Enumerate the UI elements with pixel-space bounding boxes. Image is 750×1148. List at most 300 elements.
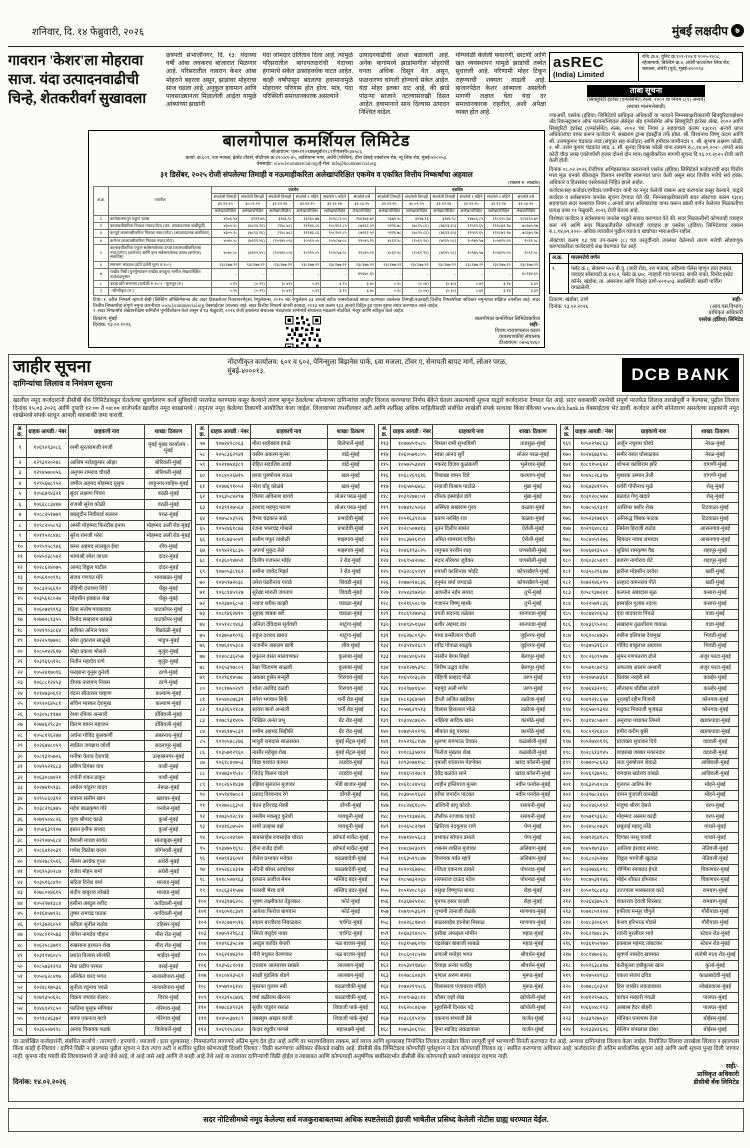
audit-header-8: अलेखापरिक्षित	[403, 208, 430, 215]
borrower-branch: ठाणे-मुंबई	[145, 667, 192, 678]
masthead-title: मुंबई लक्षदीप	[672, 24, 728, 38]
borrower-name: सरफराज दाऊद पटेल	[433, 875, 510, 886]
table-row	[14, 625, 192, 636]
borrower-id: १०७१५०४८२६	[26, 814, 68, 825]
borrower-id: १०७६२०५३८४	[209, 641, 251, 652]
borrower-sr: ८५	[196, 737, 209, 748]
borrower-name: राजेश मोहन शर्मा	[68, 867, 145, 878]
borrower-id: १०९३७२६०५१	[26, 919, 68, 930]
borrower-sr: ४२	[14, 877, 27, 888]
table-row	[14, 793, 192, 804]
table-row	[14, 751, 192, 762]
borrower-sr: २५	[14, 699, 27, 710]
borrower-branch: पालघर-मुंबई	[692, 1003, 739, 1014]
borrower-branch: रे रोड-मुंबई	[327, 556, 374, 567]
borrower-branch: कर्जत-मुंबई	[509, 1024, 556, 1035]
unit-note: (रक्कम रु. लाखांत)	[508, 179, 540, 185]
borrower-sr: ८९	[196, 779, 209, 790]
borrower-sr: १७	[14, 615, 27, 626]
borrower-name: मंगेश भगवान शिर्के	[251, 694, 328, 705]
article-column-2: यंदा जोमदार उलिताव दिला आहे. त्यामुळे परिसरातील बागायतदारांची यंदाच्या हंगामाचे संकेत उत्साहवर्धक वाटत आहेत. काही वर्षांपासून बदलत्या हवामानामुळे मोहरावर परिणाम होत होता. मात्र, यंदा परिस्थिती समाधानकारक असल्याने	[262, 52, 353, 100]
borrower-sr: १७०	[560, 450, 573, 461]
table-row	[560, 918, 738, 929]
row-value-7: ९३८१७७.२२	[375, 261, 402, 268]
row-sr: २	[94, 223, 109, 230]
borrower-branch: कळवा-मुंबई	[509, 513, 556, 524]
borrower-branch: वरप-मुंबई	[692, 801, 739, 812]
sign-designation: व्यवस्थापकीय संचालक	[499, 335, 540, 341]
borrower-sr: ७४	[196, 620, 209, 631]
borrower-name: उमेश पंढरीनाथ गावडे	[251, 577, 328, 588]
borrower-id: १०७५८०३९२६	[209, 513, 251, 524]
borrower-branch: पायधुनी-मुंबई	[327, 822, 374, 833]
borrower-id: १०७४६२९८३०	[26, 720, 68, 731]
borrower-branch: खोपोली-मुंबई	[509, 992, 556, 1003]
borrower-name: प्रताप नरसिंह राव	[433, 513, 510, 524]
table-row	[560, 567, 738, 578]
dcb-col-header-3: ग्राहकाचे नाव	[251, 425, 328, 439]
row-value-5: ३.९५	[321, 288, 348, 295]
borrower-name: आलिया इरशाद सय्यद	[615, 843, 692, 854]
borrower-sr: १२०	[378, 513, 391, 524]
table-row	[14, 688, 192, 699]
borrower-table-group-2	[195, 424, 374, 1036]
borrower-sr: २०१	[560, 779, 573, 790]
borrower-branch: कल्याण-मुंबई	[145, 699, 192, 710]
row-value-3: –	[266, 269, 293, 281]
table-row	[14, 804, 192, 815]
row-value-2: (७८९३.२६)	[239, 223, 266, 230]
borrower-sr: १९१	[560, 673, 573, 684]
borrower-branch: पालघर-मुंबई	[692, 992, 739, 1003]
borrower-id: १०८५०४२६१७	[26, 646, 68, 657]
borrower-id: १०८१३९५७०६	[26, 751, 68, 762]
table-row	[196, 928, 374, 939]
borrower-id: १०९०५४८२७६	[209, 737, 251, 748]
borrower-name: विमला रामी सुभाषिणी	[433, 439, 510, 450]
borrower-branch: अंजुर फाटा-मुंबई	[692, 662, 739, 673]
borrower-name: रंजना भालचंद्र गोखले	[251, 524, 328, 535]
borrower-branch: नळ बाजार-मुंबई	[327, 939, 374, 950]
table-row	[196, 811, 374, 822]
borrower-name: विनायक पर्वत म्हात्रे	[433, 854, 510, 865]
borrower-sr: १७५	[560, 503, 573, 514]
borrower-id: १०३९१२७५६४	[209, 503, 251, 514]
borrower-name: कल्पना अंबादास सूळ	[615, 588, 692, 599]
borrower-id: १०६३५१९८४७	[391, 854, 433, 865]
borrower-branch: आंबिवली-मुंबई	[692, 769, 739, 780]
borrower-branch: पायधुनी-मुंबई	[327, 811, 374, 822]
results-note-1: टिपा: १. वरील निष्कर्ष म्हणजे सेबी (लिस्टिंग ऑब्लिगेशन्स अँड अदर डिस्क्लोजर रिक्वायरमेंट्स) रेग्युलेशन्स, २०१५ च्या रेग्युलेशन ३३ अन्वये स्टॉक एक्सचेंजकडे सादर करण्यात आलेल्या तिमाही/नऊमाही वित्तीय निष्कर्षांच्या सविस्तर नमुन्याचा संक्षिप्त तपशील आहे. सदर वित्तीय निष्कर्षांचा संपूर्ण नमुना कंपनीच्या www.bcommercial.org वेबसाईटवर उपलब्ध आहे. सदर वित्तीय निष्कर्ष कंपनी कायदा, २०१३ च्या कलम १३३ अन्वये विहित इंड एएस नुसार तयार करण्यात आले आहेत.	[93, 297, 540, 309]
table-row	[378, 567, 556, 578]
row-value-12: ७८६७५.९७	[512, 230, 539, 237]
table-row	[14, 909, 192, 920]
borrower-id: १०६२१४७३९०	[209, 950, 251, 961]
borrower-sr: १३५	[378, 673, 391, 684]
row-value-10: ०.४१	[457, 281, 484, 288]
row-value-8: (०.०४)	[403, 281, 430, 288]
borrower-id: १०७८५६९३०१	[573, 503, 615, 514]
asrec-logo	[550, 53, 639, 81]
table-row	[196, 513, 374, 524]
row-value-7: ०.१८	[375, 281, 402, 288]
borrower-sr: २२२	[560, 1003, 573, 1014]
borrower-id: १०४९५२१६८३	[26, 762, 68, 773]
row-value-1: ४३०५.९८	[212, 223, 239, 230]
borrower-name: सायरा बानो अन्सारी	[251, 705, 328, 716]
audit-header-10: अलेखापरिक्षित	[457, 208, 484, 215]
table-row	[14, 783, 192, 794]
borrower-branch: नळ बाजार-मुंबई	[327, 950, 374, 961]
borrower-id: १०८७५३१२४६	[573, 875, 615, 886]
row-value-11: ११८९९०.६७	[485, 215, 512, 222]
borrower-name: इस्माईल गुलाब नदाफ	[615, 599, 692, 610]
borrower-name: आयेशा फिरोज बागवान	[251, 907, 328, 918]
borrower-sr: १०	[14, 541, 27, 552]
borrower-branch: बदलापूर-मुंबई	[145, 741, 192, 752]
borrower-id: १०६९५३०२८७	[26, 867, 68, 878]
borrower-id: १०२१६५०८९७	[391, 599, 433, 610]
borrower-sr: १०४	[196, 939, 209, 950]
borrower-name: रफिक इस्माईल डांगे	[433, 492, 510, 503]
borrower-sr: ७१	[196, 588, 209, 599]
borrower-name: अकबर हुसेन मन्सूरी	[251, 673, 328, 684]
borrower-name: हरीश जनार्दन पाटकर	[433, 790, 510, 801]
borrower-id: १०४१२९५७८६	[573, 992, 615, 1003]
table-row	[196, 567, 374, 578]
borrower-branch: कुर्ला-मुंबई	[692, 960, 739, 971]
borrower-sr: १९६	[560, 726, 573, 737]
table-row	[378, 545, 556, 556]
table-row	[560, 524, 738, 535]
row-value-9: ३९७६.९८	[430, 215, 457, 222]
borrower-sr: ९७	[196, 865, 209, 876]
borrower-id: १०५९४१७०८२	[209, 790, 251, 801]
table-row	[196, 716, 374, 727]
borrower-id: १०६९२५८४६०	[209, 1024, 251, 1035]
table-row	[196, 471, 374, 482]
borrower-id: १०३६०९४७५१	[209, 556, 251, 567]
row-value-4: –	[293, 269, 320, 281]
borrower-id: १०३०५८११७४	[26, 709, 68, 720]
borrower-sr: ९	[14, 531, 27, 542]
dcb-col-header-4: शाखा/ ठिकाण	[145, 425, 192, 439]
borrower-name: शर्वरी गोपीनाथ मुळे	[615, 481, 692, 492]
borrower-id: १०७६४३२०१८	[573, 684, 615, 695]
borrower-id: १०७१८५९२०४	[573, 907, 615, 918]
borrower-branch: विलेपार्ले-मुंबई	[327, 439, 374, 450]
borrower-sr: ७८	[196, 662, 209, 673]
row-value-8: (७८९५.८६)	[403, 230, 430, 237]
english-notice-disclaimer: सदर नोटिसीमध्ये नमूद केलेल्या सर्व मजकुराबाबतच्या अधिक स्पष्टतेसाठी इंग्रजी भाषेतील प्रसिध्द केलेली नोटीस ग्राह्य धरण्यात येईल.	[8, 1108, 744, 1132]
borrower-sr: ९३	[196, 822, 209, 833]
borrower-name: रियाझ अन्वर फकीह	[433, 960, 510, 971]
borrower-branch: लोअर परळ-मुंबई	[327, 492, 374, 503]
row-value-9: (०.३०)	[430, 281, 457, 288]
borrower-name: अब्दुल कादिर बेपारी	[251, 939, 328, 950]
dcb-registered-office: नोंदणीकृत कार्यालय: ६०१ व ६०२, पेनिन्सुला बिझनेस पार्क, ६वा मजला, टॉवर ए, सेनापती बापट मार्ग, लोअर परळ, मुंबई-४०००१३.	[227, 358, 507, 376]
table-row	[560, 577, 738, 588]
results-heading: ३१ डिसेंबर, २०२५ रोजी संपलेल्या तिमाही व नऊमाहीकरिता अलेखापरिक्षित एकमेव व एकत्रित वित्तीय निष्कर्षांचा अहवाल	[160, 169, 473, 179]
row-value-4: १३९६०.७७	[293, 215, 320, 222]
row-value-9: –	[430, 269, 457, 281]
borrower-name: नासीर महेबूब शेख	[251, 748, 328, 759]
borrower-sr: ११५	[378, 460, 391, 471]
row-value-9: (७९१५.५८)	[430, 237, 457, 244]
borrower-branch: क्रॉफर्ड मार्केट-मुंबई	[327, 843, 374, 854]
table-row	[94, 288, 540, 295]
row-sr: ४	[94, 237, 109, 244]
results-date: दिनांक: १३.०२.२०२६	[93, 323, 131, 329]
borrower-name: फरझाना युनूस कुरेशी	[68, 667, 145, 678]
borrower-sr: ८०	[196, 684, 209, 695]
borrower-name: मोईन शौकत डोंगरकर	[615, 875, 692, 886]
table-row	[378, 577, 556, 588]
borrower-id: १०२८६२४०७५	[26, 562, 68, 573]
borrower-id: १०६२७८०९३५	[391, 630, 433, 641]
borrower-id: १०४६९३७५१८	[573, 769, 615, 780]
row-value-2: –	[239, 269, 266, 281]
period-header-5: संपलेले ९ महिने	[321, 194, 348, 201]
audit-header-6: लेखापरिक्षित	[348, 208, 375, 215]
table-row	[560, 758, 738, 769]
borrower-branch: लालबाग-मुंबई	[327, 971, 374, 982]
table-row	[14, 856, 192, 867]
company-website: वेबसाईट: www.bcommercial.org/ई-मेल: info@bcommercial.org	[256, 162, 377, 168]
borrower-sr: ४३	[14, 888, 27, 899]
borrower-id: १०६३०८७४२१	[26, 772, 68, 783]
borrower-id: १०२७०८६३५९	[209, 801, 251, 812]
borrower-branch: प्रभादेवी-मुंबई	[327, 524, 374, 535]
asrec-paragraph-3: कर्जदार/सह-कर्जदार/हमीदार/जामीनदार यांनी वर नमूद केलेली रक्कम अदा करण्यास कसूर केल्याने, याद्वारे कर्जदार व सर्वसामान्य जनतेस सूचना देण्यात येते की, निम्नस्वाक्षरीकारांनी सदर ॲक्टच्या कलम १३(४) सहवाचता सदर रुल्सच्या नियम ८ अन्वये प्राप्त अधिकारांचा वापर करून खाली वर्णन केलेल्या मिळकतीचा प्रत्यक्ष ताबा ११ फेब्रुवारी, २०२६ रोजी घेतला आहे.	[549, 188, 743, 214]
borrower-sr: ३५	[14, 804, 27, 815]
table-row	[560, 822, 738, 833]
borrower-id: १०८२६०९५४७	[573, 652, 615, 663]
borrower-id: १०२९६१४५७८	[209, 673, 251, 684]
row-particulars: राखीव निधी (पुनर्मूल्यांकन राखीव वगळून) मागील लेखापरिक्षित ताळेबंदानुसार	[109, 269, 212, 281]
borrower-id: १०२८७४०५१६	[209, 918, 251, 929]
borrower-name: देवेंद्र बळवंत साने	[433, 769, 510, 780]
borrower-name: हीना राजेंद्र दोशी	[251, 843, 328, 854]
borrower-name: नसरीन बेगम मिर्झा	[433, 652, 510, 663]
row-particulars: कालावधीकरिता निव्वळ नफा/(तोटा) (कर, अपवादात्मक बाबींपूर्वी)	[109, 223, 212, 230]
borrower-id: १०२२५७१८३६	[573, 599, 615, 610]
dcb-col-header-1: अ. क्र.	[378, 425, 391, 439]
borrower-branch: खांदा कॉलनी-मुंबई	[509, 758, 556, 769]
borrower-sr: ६९	[196, 567, 209, 578]
dcb-bank-logo: DCB BANK	[622, 358, 739, 392]
borrower-id: १०६९०९३०८६	[26, 439, 68, 457]
borrower-branch: वांगणी-मुंबई	[692, 471, 739, 482]
borrower-id: १०२६४३७५८१	[573, 896, 615, 907]
borrower-branch: तुर्भे-मुंबई	[509, 599, 556, 610]
table-row	[196, 630, 374, 641]
borrower-branch: घणसोली-मुंबई	[509, 545, 556, 556]
row-value-2: (७९१९.५५)	[239, 245, 266, 262]
table-row	[14, 1014, 192, 1025]
row-value-6: ८७९६२.५२	[348, 230, 375, 237]
borrower-branch: माझगाव-मुंबई	[327, 535, 374, 546]
borrower-branch: मुरूड-मुंबई	[509, 971, 556, 982]
borrower-id: १०७४१८५०६२	[391, 503, 433, 514]
asrec-paragraph-5: ॲक्टच्या कलम १३ च्या उप-कलम (८) च्या तरतुदींन्वये उपलब्ध वेळेमध्ये तारण मत्तेची सोडवणूक करण्याकरिता कर्जदारांचे लक्ष वेधण्यात येत आहे.	[549, 237, 743, 251]
asrec-address: रजि. क्र.४, युनिट क्र.१०१-१०४ व १००५-१००८, रहेजामार्क, बिल्डिंग क्र.४, अंधेरी घाटकोपर लिंक रोड, चकाला, अंधेरी (पूर्व), मुंबई-४०००९३.	[642, 55, 731, 72]
table-row	[14, 520, 192, 531]
borrower-name: एकनाथ संभाजी ढेबे	[433, 1014, 510, 1025]
borrower-sr: १८३	[560, 588, 573, 599]
table-row	[378, 748, 556, 759]
borrower-name: महेश बाळकृष्ण गोरे	[68, 804, 145, 815]
borrower-id: १२९३९२००४८	[26, 457, 68, 468]
table-row	[560, 694, 738, 705]
asrec-paragraph-2: दिनांक ०८.०२.२०२६ रोजीच्या अभिहस्तांकन करारान्वये एसरेक (इंडिया) लिमिटेडने कर्जदारांची सदर वित्तीय मत्ता मूळ धनको बँकेकडून विलयन समाविष्ट स्वरूपात प्राप्त केली असून सदर वित्तीय मत्तेचे सर्व हक्क, अधिकार व हितसंबंध एसरेककडे निहित झाले आहेत.	[549, 166, 743, 186]
dcb-col-header-1: अ. क्र.	[560, 425, 573, 439]
borrower-name: वृषाली शांताराम पेडणेकर	[433, 758, 510, 769]
asrec-date: दिनांक: १३.०२.२०२६	[549, 303, 589, 310]
borrower-id: १०५२४१७०९६	[26, 667, 68, 678]
borrower-branch: अंजुर फाटा-मुंबई	[692, 652, 739, 663]
notice-date: दिनांक: १४.०२.२०२६	[13, 1077, 67, 1086]
borrower-sr: १०९	[196, 992, 209, 1003]
table-row	[378, 790, 556, 801]
table-row	[378, 907, 556, 918]
borrower-name: मेघा प्रदीप परमार	[68, 961, 145, 972]
table-row	[196, 545, 374, 556]
borrower-id: १०५१२८९४६३	[209, 620, 251, 631]
borrower-id: १०७८४०६५१२	[391, 652, 433, 663]
audit-header-5: अलेखापरिक्षित	[321, 208, 348, 215]
row-value-10: १२५१९.६५	[457, 223, 484, 230]
table-row	[196, 865, 374, 876]
row-value-8: (०.०४)	[403, 288, 430, 295]
row-value-6: ४५६७८.६५	[348, 269, 375, 281]
table-row	[14, 940, 192, 951]
date-header-8: ३०.०९.२५	[403, 201, 430, 208]
dcb-col-header-4: शाखा/ ठिकाण	[327, 425, 374, 439]
borrower-branch: चिकणघर-मुंबई	[692, 865, 739, 876]
borrower-name: तौसीफ रज्जाक घावटे	[433, 811, 510, 822]
asrec-sign-officer: प्राधिकृत अधिकारी	[708, 310, 743, 317]
borrower-name: प्रणाली मनोहर भगत	[433, 950, 510, 961]
borrower-id: १०२९७४१६५०	[391, 684, 433, 695]
row-value-8: –	[403, 269, 430, 281]
table-row	[560, 939, 738, 950]
row-value-10: –	[457, 269, 484, 281]
asrec-logo-text: asREC	[553, 54, 604, 71]
borrower-sr: ९८	[196, 875, 209, 886]
borrower-branch: घाटकोपर-मुंबई	[145, 604, 192, 615]
borrower-branch: कामोठे-मुंबई	[509, 726, 556, 737]
borrower-branch: बोईसर-मुंबई	[692, 1014, 739, 1025]
borrower-sr: १५२	[378, 854, 391, 865]
table-row	[196, 769, 374, 780]
borrower-branch: दादर-मुंबई	[145, 562, 192, 573]
row-value-9: ९३८१७७.२२	[430, 261, 457, 268]
table-row	[560, 545, 738, 556]
borrower-id: १०७४८६०३५१	[573, 982, 615, 993]
table-row	[378, 865, 556, 876]
borrower-id: १०७८९३१४०५	[209, 716, 251, 727]
borrower-id: १०२३३४२६०६	[573, 1024, 615, 1035]
borrower-branch: महालक्ष्मी-मुंबई	[327, 1024, 374, 1035]
date-header-10: ३१.१२.२५	[457, 201, 484, 208]
date-header-11: ३१.१२.२४	[485, 201, 512, 208]
row-value-4: ९३८१७७.२२	[293, 261, 320, 268]
borrower-sr: २११	[560, 886, 573, 897]
borrower-branch: वरळी-मुंबई	[145, 499, 192, 510]
borrower-branch: उल्हासनगर-मुंबई	[145, 751, 192, 762]
borrower-name: शमीम अहमद सिद्दीकी	[251, 726, 328, 737]
table-row	[378, 492, 556, 503]
table-row	[196, 439, 374, 450]
borrower-id: १०७२४९८०६३	[209, 439, 251, 450]
date-header-5: ३१.१२.२४	[321, 201, 348, 208]
borrower-name: बळवंत गेणू खंदारे	[615, 492, 692, 503]
table-row	[378, 758, 556, 769]
borrower-id: १०६५९०३८२४	[391, 673, 433, 684]
borrower-name: वृंदा यादवराव पिंपळे	[615, 609, 692, 620]
table-row	[14, 982, 192, 993]
row-value-5: १०५८५७.५८	[321, 245, 348, 262]
row-value-5: ३.९५	[321, 281, 348, 288]
borrower-id: १०२९६४०८१३	[573, 524, 615, 535]
borrower-id: १०४६१७५८३९	[209, 726, 251, 737]
borrower-branch: वांगणी-मुंबई	[692, 460, 739, 471]
borrower-name: अनिरुद्ध त्रिंबक फाटक	[615, 513, 692, 524]
borrower-name: नंदिनी श्रीधर आचरेकर	[251, 865, 328, 876]
borrower-name: फिरोज मुख्तार शेख	[433, 748, 510, 759]
table-row	[378, 588, 556, 599]
borrower-name: अनघा विनायक फडके	[68, 1024, 145, 1035]
table-row	[560, 907, 738, 918]
borrower-sr: १७८	[560, 535, 573, 546]
sign-line: सही/-	[529, 323, 540, 329]
borrower-sr: १४९	[378, 822, 391, 833]
borrower-id: १०८९१५०६४२	[573, 460, 615, 471]
borrower-id: १०८६३२१५७४	[209, 886, 251, 897]
table-row	[378, 609, 556, 620]
borrower-sr: १८०	[560, 556, 573, 567]
table-row	[14, 489, 192, 500]
borrower-sr: १९५	[560, 716, 573, 727]
borrower-branch: फोर्ट-मुंबई	[327, 907, 374, 918]
borrower-name: अनुराधा पद्माकर लिमये	[615, 716, 692, 727]
borrower-sr: १२६	[378, 577, 391, 588]
table-row	[378, 971, 556, 982]
borrower-id: १०८७४२०६५३	[573, 609, 615, 620]
table-row	[196, 556, 374, 567]
table-row	[378, 620, 556, 631]
borrower-name: गजानन विष्णू म्हस्के	[433, 599, 510, 610]
borrower-branch: वडवली-मुंबई	[692, 748, 739, 759]
row-value-1: ९३८१७७.२२	[212, 261, 239, 268]
borrower-branch: डोंगरी-मुंबई	[327, 790, 374, 801]
borrower-sr: २०७	[560, 843, 573, 854]
borrower-branch: काळबादेवी-मुंबई	[692, 971, 739, 982]
borrower-name: गोविंद बाबूलाल अग्रवाल	[615, 641, 692, 652]
borrower-branch: मालाड-मुंबई	[145, 888, 192, 899]
borrower-branch: काळबादेवी-मुंबई	[327, 854, 374, 865]
borrower-sr: १०७	[196, 971, 209, 982]
borrower-id: १०८६९२७४५३	[391, 609, 433, 620]
borrower-name: प्रभाकर सोपान ढमाले	[433, 833, 510, 844]
borrower-id: १०८४०२६७१५	[209, 471, 251, 482]
company-address: कार्या. क्र.६०९, ९वा मजला, क्रेसेंट टॉवर्स, सीटीएस क्र.४९०/४९-४५, आशियाना नगर, अंधेरी (पश्चिम), वीरा देसाई एक्स्टेंशन रोड, न्यू लिंक रोड, मुंबई-४०००५३.	[185, 156, 448, 162]
borrower-id: १०६१८२४५९३	[391, 779, 433, 790]
borrower-name: आसिफा बशीर शेख	[615, 503, 692, 514]
row-value-2: (०.२९)	[239, 288, 266, 295]
table-row	[196, 779, 374, 790]
